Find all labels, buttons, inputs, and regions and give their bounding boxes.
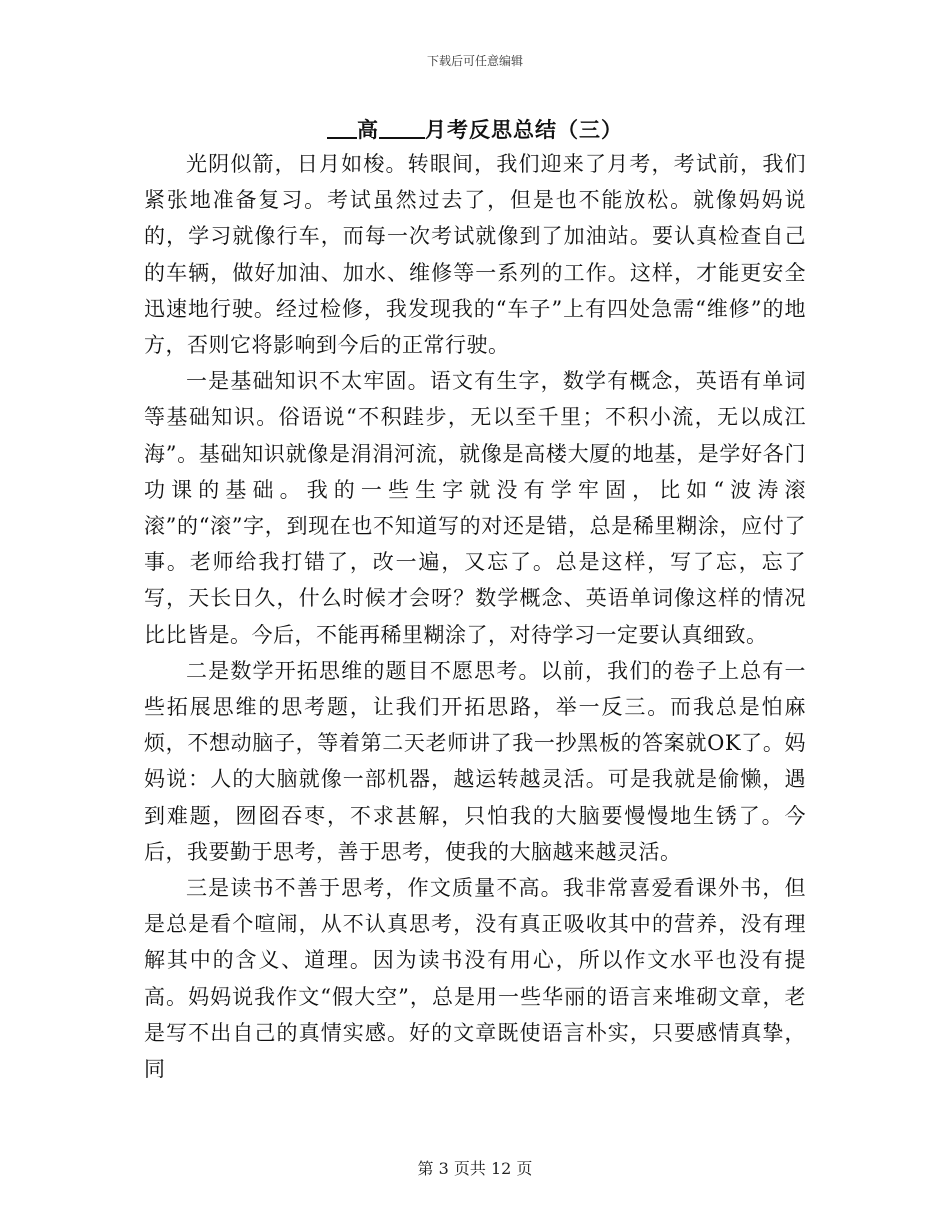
- title-blank-2: [379, 115, 425, 139]
- page-header-note: 下载后可任意编辑: [426, 54, 523, 68]
- paragraph-point-1: 一是基础知识不太牢固。语文有生字，数学有概念，英语有单词等基础知识。俗语说“不积跬步，无以至千里；不积小流，无以成江海”。基础知识就像是涓涓河流，就像是高楼大厦的地基，是学好各门功课的基础。我的一些生字就没有学牢固，比如“波涛滚滚”的“滚”字，到现在也不知道写的对还是错，总是稀里糊涂，应付了事。老师给我打错了，改一遍，又忘了。总是这样，写了忘，忘了写，天长日久，什么时候才会呀？数学概念、英语单词像这样的情况比比皆是。今后，不能再稀里糊涂了，对待学习一定要认真细致。: [144, 369, 806, 647]
- paragraph-point-3: 三是读书不善于思考，作文质量不高。我非常喜爱看课外书，但是总是看个喧闹，从不认真思考，没有真正吸收其中的营养，没有理解其中的含义、道理。因为读书没有用心，所以作文水平也没有提高。妈妈说我作文“假大空”，总是用一些华丽的语言来堆砌文章，老是写不出自己的真情实感。好的文章既使语言朴实，只要感情真挚，同: [144, 876, 806, 1082]
- title-part-1: 高: [357, 117, 379, 142]
- title-part-2: 月考反思总结（三）: [425, 117, 623, 142]
- paragraph-point-2: 二是数学开拓思维的题目不愿思考。以前，我们的卷子上总有一些拓展思维的思考题，让我们开拓思路，举一反三。而我总是怕麻烦，不想动脑子，等着第二天老师讲了我一抄黑板的答案就OK了。妈妈说：人的大脑就像一部机器，越运转越灵活。可是我就是偷懒，遇到难题，囫囵吞枣，不求甚解，只怕我的大脑要慢慢地生锈了。今后，我要勤于思考，善于思考，使我的大脑越来越灵活。: [144, 658, 806, 864]
- paragraph-intro: 光阴似箭，日月如梭。转眼间，我们迎来了月考，考试前，我们紧张地准备复习。考试虽然过去了，但是也不能放松。就像妈妈说的，学习就像行车，而每一次考试就像到了加油站。要认真检查自己的车辆，做好加油、加水、维修等一系列的工作。这样，才能更安全迅速地行驶。经过检修，我发现我的“车子”上有四处急需“维修”的地方，否则它将影响到今后的正常行驶。: [144, 152, 806, 358]
- document-body: [144, 146, 806, 1087]
- title-blank-1: [327, 115, 357, 139]
- page-number: 第 3 页共 12 页: [417, 1159, 533, 1178]
- document-title: [0, 114, 950, 144]
